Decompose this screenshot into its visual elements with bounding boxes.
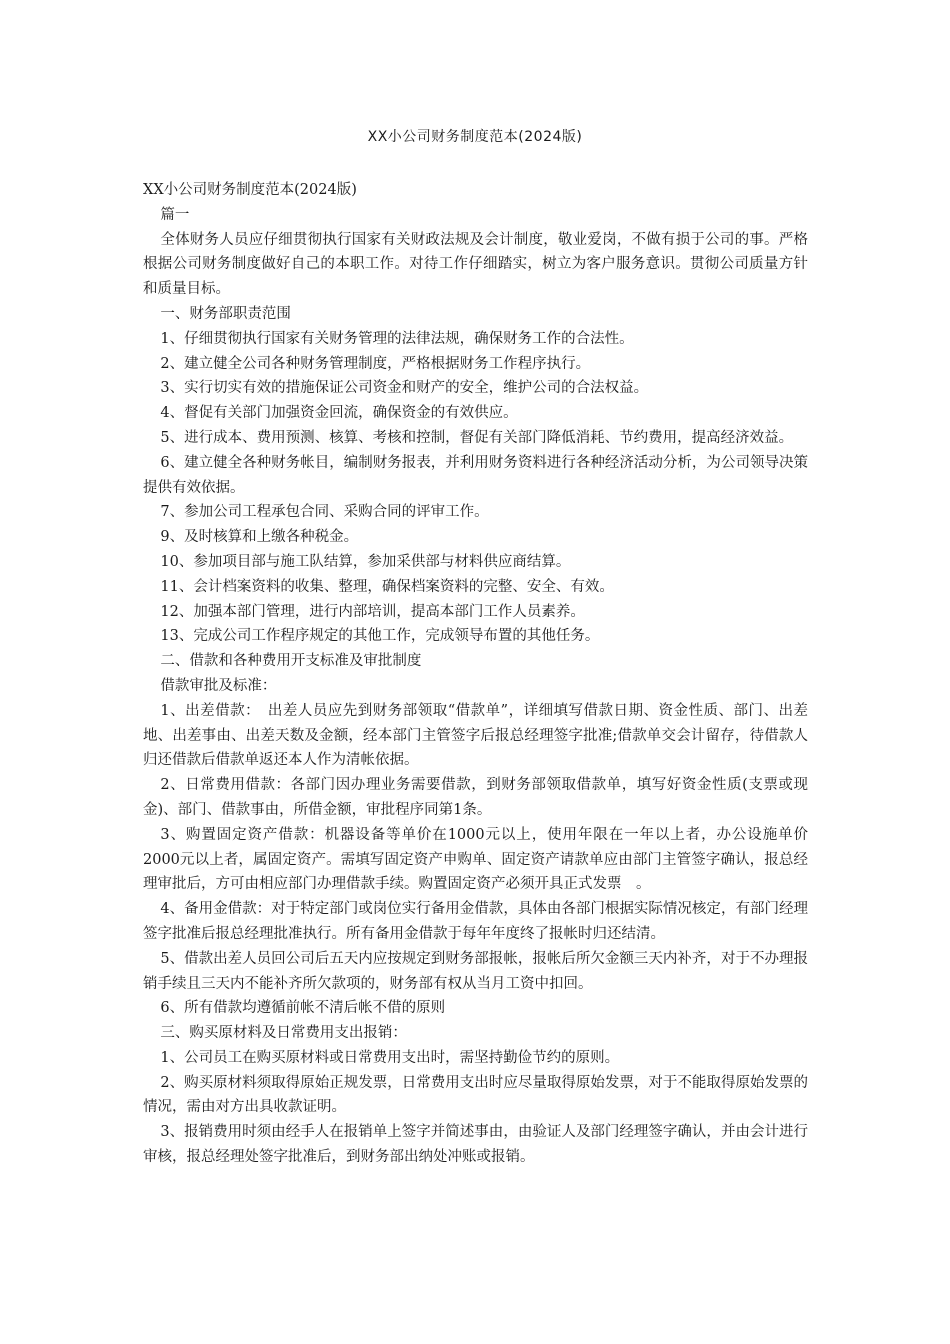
list-item: 7、参加公司工程承包合同、采购合同的评审工作。 (160, 504, 489, 521)
list-item: 1、出差借款： 出差人员应先到财务部领取“借款单”，详细填写借款日期、资金性质、部门、出差地、出差事由、出差天数及金额，经本部门主管签字后报总经理签字批准;借款单交会计留存，待借款人归还借款后借款单返还本人作为清帐依据。 (143, 702, 808, 769)
document-body (143, 178, 808, 1170)
section-heading: 三、购买原材料及日常费用支出报销： (160, 1025, 407, 1042)
list-item: 6、所有借款均遵循前帐不清后帐不借的原则 (160, 1000, 446, 1017)
list-item: 1、公司员工在购买原材料或日常费用支出时，需坚持勤俭节约的原则。 (160, 1049, 620, 1066)
intro-paragraph: 全体财务人员应仔细贯彻执行国家有关财政法规及会计制度，敬业爱岗，不做有损于公司的事。严格根据公司财务制度做好自己的本职工作。对待工作仔细踏实，树立为客户服务意识。贯彻公司质量方针和质量目标。 (143, 231, 808, 298)
list-item: 4、督促有关部门加强资金回流，确保资金的有效供应。 (160, 405, 518, 422)
section-label: 篇一 (160, 206, 190, 223)
list-item: 4、备用金借款：对于特定部门或岗位实行备用金借款，具体由各部门根据实际情况核定，有部门经理签字批准后报总经理批准执行。所有备用金借款于每年年度终了报帐时归还结清。 (143, 901, 808, 942)
list-item: 11、会计档案资料的收集、整理，确保档案资料的完整、安全、有效。 (160, 578, 614, 595)
body-heading: XX小公司财务制度范本(2024版) (143, 182, 357, 198)
list-item: 1、仔细贯彻执行国家有关财务管理的法律法规，确保财务工作的合法性。 (160, 330, 634, 347)
list-item: 6、建立健全各种财务帐目，编制财务报表，并利用财务资料进行各种经济活动分析，为公司领导决策提供有效依据。 (143, 454, 808, 496)
list-item: 2、购买原材料须取得原始正规发票，日常费用支出时应尽量取得原始发票，对于不能取得原始发票的情况，需由对方出具收款证明。 (143, 1074, 808, 1116)
list-item: 2、建立健全公司各种财务管理制度，严格根据财务工作程序执行。 (160, 355, 591, 372)
list-item: 12、加强本部门管理，进行内部培训，提高本部门工作人员素养。 (160, 603, 585, 620)
list-item: 3、购置固定资产借款：机器设备等单价在1000元以上，使用年限在一年以上者，办公设施单价2000元以上者，属固定资产。需填写固定资产申购单、固定资产请款单应由部门主管签字确认，报总经理审批后，方可由相应部门办理借款手续。购置固定资产必须开具正式发票 。 (143, 826, 808, 893)
document-title: XX小公司财务制度范本(2024版) (367, 129, 583, 145)
list-item: 13、完成公司工作程序规定的其他工作，完成领导布置的其他任务。 (160, 628, 600, 645)
list-item: 2、日常费用借款：各部门因办理业务需要借款，到财务部领取借款单，填写好资金性质(支票或现金)、部门、借款事由，所借金额，审批程序同第1条。 (143, 777, 808, 818)
section-heading: 二、借款和各种费用开支标准及审批制度 (160, 653, 422, 670)
list-item: 9、及时核算和上缴各种税金。 (160, 529, 359, 546)
list-item: 3、报销费用时须由经手人在报销单上签字并简述事由，由验证人及部门经理签字确认，并由会计进行审核，报总经理处签字批准后，到财务部出纳处冲账或报销。 (143, 1124, 808, 1166)
list-item: 3、实行切实有效的措施保证公司资金和财产的安全，维护公司的合法权益。 (160, 380, 649, 397)
list-item: 5、借款出差人员回公司后五天内应按规定到财务部报帐，报帐后所欠金额三天内补齐，对于不办理报销手续且三天内不能补齐所欠款项的，财务部有权从当月工资中扣回。 (143, 950, 808, 992)
subsection-heading: 借款审批及标准： (160, 677, 277, 694)
list-item: 5、进行成本、费用预测、核算、考核和控制，督促有关部门降低消耗、节约费用，提高经济效益。 (160, 429, 794, 446)
section-heading: 一、财务部职责范围 (160, 305, 291, 322)
list-item: 10、参加项目部与施工队结算，参加采供部与材料供应商结算。 (160, 553, 571, 570)
